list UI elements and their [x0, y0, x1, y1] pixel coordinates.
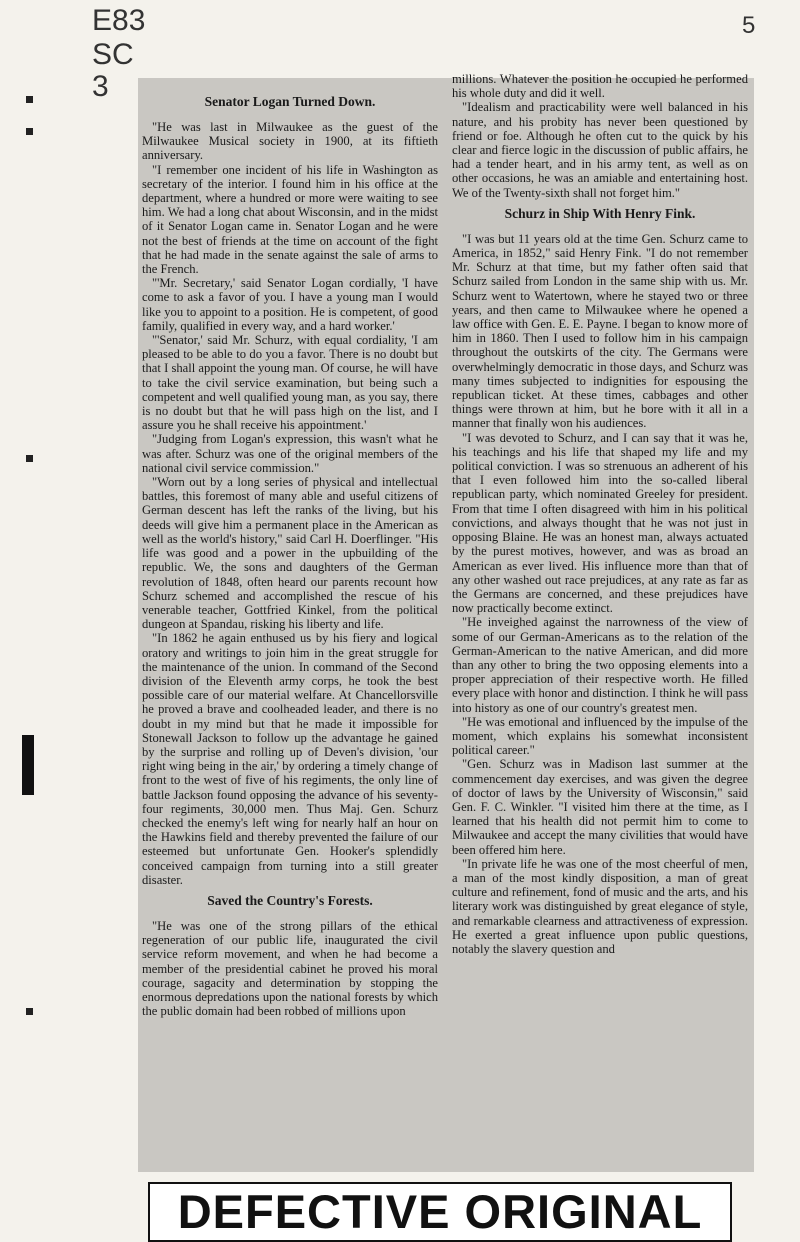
- margin-mark: [26, 96, 33, 103]
- margin-mark: [26, 128, 33, 135]
- paragraph: "He was one of the strong pillars of the ethical regeneration of our public life, inaugurated the civil service reform movement, and when he had become a member of the presidential cabinet he proved his moral courage, sagacity and determination by stopping the enormous depredations upon the national forests by which the public domain had been robbed of millions upon: [142, 918, 438, 1019]
- paragraph: "I was but 11 years old at the time Gen. Schurz came to America, in 1852," said Henry Fink. "I do not remember Mr. Schurz at that time, but my father often said that Schurz sailed from London in the same ship with us. Mr. Schurz went to Watertown, where he stayed two or three years, and then came to Milwaukee where he opened a law office with Gen. E. E. Payne. I began to know more of him in 1860. Then I used to follow him in his campaign throughout the outskirts of the city. The Germans were overwhelmingly democratic in those days, and Schurz was many times subjected to indignities for espousing the republican ticket. At these times, cabbages and other things were thrown at him, but he bore with it all in a manner that finally won his audiences.: [452, 231, 748, 431]
- newspaper-clipping: [138, 72, 754, 1172]
- paragraph: "'Mr. Secretary,' said Senator Logan cordially, 'I have come to ask a favor of you. I have a young man I would like you to appoint to a position. He is competent, of good family, qualified in every way, and a hard worker.': [142, 276, 438, 333]
- paragraph: "I remember one incident of his life in Washington as secretary of the interior. I found him in his office at the department, where a hundred or more were waiting to see him. We had a long chat about Wisconsin, and in the midst of it Senator Logan came in. Senator Logan and he were not the best of friends at the time on account of the fight that he had made in the senate against the sale of arms to the French.: [142, 162, 438, 277]
- margin-mark: [26, 1008, 33, 1015]
- paragraph: "In private life he was one of the most cheerful of men, a man of the most kindly disposition, a man of great culture and refinement, fond of music and the arts, and his literary work was distinguished by great elegance of style, and remarkable clearness and attractiveness of expression. He exerted a great influence upon public questions, notably the slavery question and: [452, 856, 748, 956]
- paragraph: "'Senator,' said Mr. Schurz, with equal cordiality, 'I am pleased to be able to do you a favor. There is no doubt but that I shall appoint the young man. Of course, he will have to take the civil service examination, but being such a competent and well qualified young man, as you say, there is no doubt but that he will pass high on the list, and I assure you he shall receive his appointment.': [142, 333, 438, 433]
- heading-senator-logan: Senator Logan Turned Down.: [204, 94, 376, 109]
- margin-mark: [26, 455, 33, 462]
- left-column: [138, 78, 442, 1182]
- paragraph: "Gen. Schurz was in Madison last summer at the commencement day exercises, and was given the degree of doctor of laws by the University of Wisconsin," said Gen. F. C. Winkler. "I visited him there at the time, as I learned that his health did not permit him to come to Milwaukee and accept the many civilities that would have been offered him here.: [452, 757, 748, 857]
- right-column: [448, 72, 752, 1166]
- heading-saved-forests: Saved the Country's Forests.: [207, 892, 373, 908]
- paragraph: "He inveighed against the narrowness of the view of some of our German-Americans as to the relation of the German-American to the native American, and did more than any other to bring the two opposing elements into a proper appreciation of their respective worth. He filled every place with honor and distinction. I think he will pass into history as one of our country's greatest men.: [452, 615, 748, 715]
- paragraph: "Idealism and practicability were well balanced in his nature, and his probity has never been questioned by friend or foe. Although he often cut to the quick by his clear and fierce logic in the discussion of public affairs, he had a tender heart, and in his army tent, as well as on other occasions, he was an amiable and entertaining host. We of the Twenty-sixth shall not forget him.": [452, 100, 748, 200]
- paragraph: "In 1862 he again enthused us by his fiery and logical oratory and writings to join him in the great struggle for the maintenance of the union. In command of the Second division of the Eleventh army corps, he took the best possible care of our material welfare. At Chancellorsville he proved a brave and coolheaded leader, and there is no doubt in my mind but that he made it impossible for Stonewall Jackson to follow up the advantage he gained by the surprise and rolling up of Deven's division, 'our right wing being in the air,' by ordering a timely change of front to the west of five of his regiments, the only line of battle Jackson found opposing the advance of his seventy-four regiments, 30,000 men. Thus Maj. Gen. Schurz checked the enemy's left wing for nearly half an hour on the Hawkins field and thereby prevented the failure of our esteemed but unfortunate Gen. Hooker's splendidly conceived campaign from turning into a still greater disaster.: [142, 631, 438, 887]
- heading-schurz-ship: Schurz in Ship With Henry Fink.: [504, 205, 696, 221]
- handwritten-note-1: E83: [92, 4, 146, 37]
- paragraph: "Judging from Logan's expression, this wasn't what he was after. Schurz was one of the original members of the national civil service commission.": [142, 432, 438, 475]
- paragraph: "I was devoted to Schurz, and I can say that it was he, his teachings and his life that shaped my life and my political conviction. I was so strenuous an adherent of his that I even followed him into the so-called liberal republican party, which nominated Greeley for president. From that time I often disagreed with him in his political convictions, and always thought that he was not just in opposing Blaine. He was an honest man, always actuated by the purest motives, however, and was as broad an American as ever lived. His influence more than that of any other washed out race prejudices, at any rate as far as the Germans are concerned, and these prejudices have now practically become extinct.: [452, 430, 748, 616]
- margin-black-mark: [22, 735, 34, 795]
- paragraph: "He was emotional and influenced by the impulse of the moment, which explains his somewhat inconsistent political career.": [452, 714, 748, 758]
- paragraph: millions. Whatever the position he occupied he performed his whole duty and did it well.: [452, 72, 748, 101]
- paragraph: "Worn out by a long series of physical and intellectual battles, this foremost of many able and useful citizens of German descent has left the ranks of the living, but his deeds will give him a permanent place in the American as well as the world's history," said Carl H. Doerflinger. "His life was good and a power in the upbuilding of the republic. We, the sons and daughters of the German revolution of 1848, often heard our parents recount how Schurz schemed and accomplished the rescue of his venerable teacher, Gottfried Kinkel, from the political dungeon at Spandau, risking his liberty and life.: [142, 475, 438, 632]
- handwritten-note-3: 3: [92, 70, 109, 103]
- handwritten-page-number: 5: [742, 12, 756, 39]
- defective-original-banner: DEFECTIVE ORIGINAL: [148, 1182, 732, 1242]
- paragraph: "He was last in Milwaukee as the guest of the Milwaukee Musical society in 1900, at its fiftieth anniversary.: [142, 120, 438, 163]
- handwritten-note-2: SC: [92, 38, 134, 71]
